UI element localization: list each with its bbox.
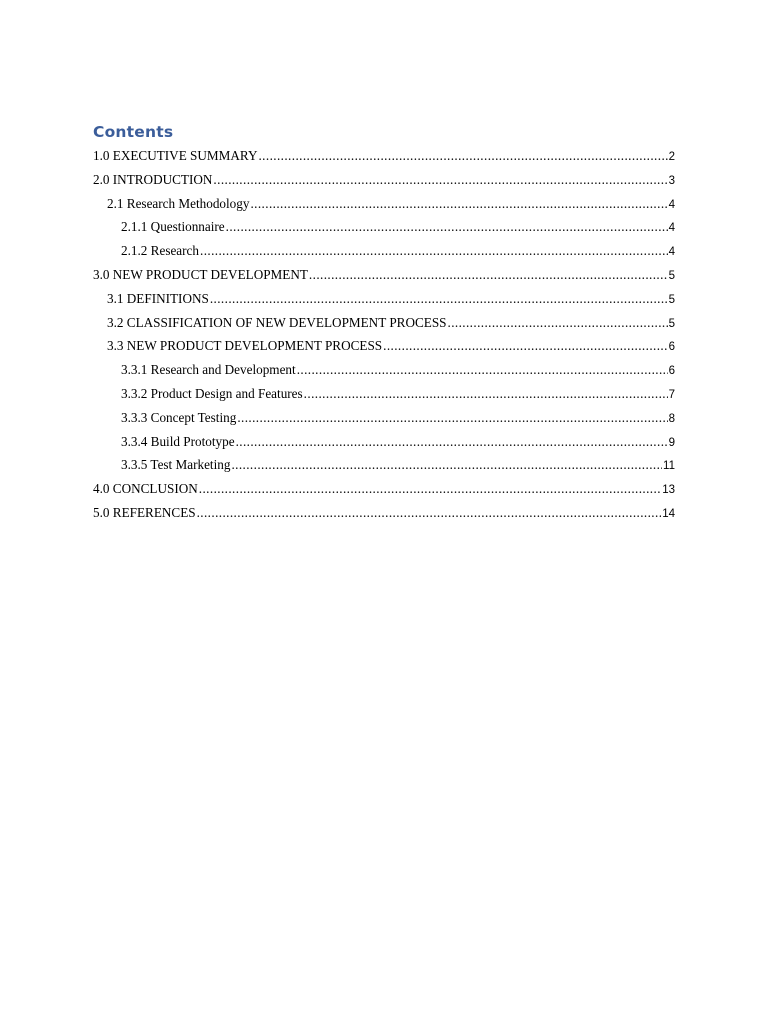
toc-entry-page-number[interactable]: 11 bbox=[663, 460, 675, 473]
toc-entry[interactable] bbox=[93, 263, 675, 287]
table-of-contents bbox=[93, 120, 675, 525]
toc-entry-title[interactable]: 3.3 NEW PRODUCT DEVELOPMENT PROCESS bbox=[107, 338, 383, 354]
toc-heading: Contents bbox=[93, 123, 174, 141]
toc-entry-title[interactable]: 1.0 EXECUTIVE SUMMARY bbox=[93, 148, 258, 163]
toc-entry-page-number[interactable]: 8 bbox=[668, 412, 675, 425]
toc-entry-title[interactable]: 2.1.2 Research bbox=[121, 243, 199, 259]
toc-dot-leader bbox=[210, 287, 668, 311]
toc-dot-leader bbox=[297, 358, 668, 382]
toc-entry-page-number[interactable]: 2 bbox=[668, 151, 675, 163]
toc-entry[interactable] bbox=[93, 358, 675, 382]
toc-dot-leader bbox=[236, 430, 668, 454]
toc-dot-leader bbox=[309, 263, 668, 287]
toc-entry-title[interactable]: 3.3.5 Test Marketing bbox=[121, 457, 231, 473]
toc-entry-page-number[interactable]: 6 bbox=[668, 341, 675, 354]
toc-dot-leader bbox=[304, 382, 668, 406]
toc-dot-leader bbox=[237, 406, 667, 430]
toc-entry-title[interactable]: 3.3.3 Concept Testing bbox=[121, 409, 237, 425]
toc-entry[interactable] bbox=[93, 430, 675, 454]
toc-entry[interactable] bbox=[93, 168, 675, 192]
toc-entry-page-number[interactable]: 5 bbox=[668, 269, 675, 282]
toc-entry[interactable] bbox=[93, 334, 675, 358]
toc-entry[interactable] bbox=[93, 311, 675, 335]
toc-entry-title[interactable]: 3.3.4 Build Prototype bbox=[121, 433, 235, 449]
toc-dot-leader bbox=[258, 144, 667, 168]
toc-entry[interactable] bbox=[93, 239, 675, 263]
toc-entry-title[interactable]: 3.3.2 Product Design and Features bbox=[121, 385, 303, 401]
toc-entry-title[interactable]: 5.0 REFERENCES bbox=[93, 504, 196, 520]
toc-entry[interactable] bbox=[93, 144, 675, 168]
toc-entry-page-number[interactable]: 4 bbox=[668, 198, 675, 211]
toc-entry-page-number[interactable]: 4 bbox=[668, 246, 675, 259]
toc-entry-title[interactable]: 3.3.1 Research and Development bbox=[121, 362, 296, 378]
toc-entry[interactable] bbox=[93, 406, 675, 430]
toc-dot-leader bbox=[250, 192, 667, 216]
toc-dot-leader bbox=[213, 168, 667, 192]
toc-entry-title[interactable]: 3.0 NEW PRODUCT DEVELOPMENT bbox=[93, 266, 308, 282]
toc-entry-page-number[interactable]: 3 bbox=[668, 174, 675, 187]
toc-entry-page-number[interactable]: 7 bbox=[668, 388, 675, 401]
toc-list bbox=[93, 144, 675, 525]
toc-dot-leader bbox=[200, 239, 668, 263]
toc-entry-title[interactable]: 4.0 CONCLUSION bbox=[93, 481, 198, 497]
toc-entry-page-number[interactable]: 4 bbox=[668, 222, 675, 235]
toc-dot-leader bbox=[199, 477, 661, 501]
toc-entry-title[interactable]: 3.2 CLASSIFICATION OF NEW DEVELOPMENT PROCESS bbox=[107, 314, 447, 330]
toc-entry[interactable] bbox=[93, 453, 675, 477]
toc-entry[interactable] bbox=[93, 501, 675, 525]
toc-entry-page-number[interactable]: 13 bbox=[662, 484, 675, 497]
toc-entry-title[interactable]: 3.1 DEFINITIONS bbox=[107, 290, 209, 306]
toc-dot-leader bbox=[226, 215, 668, 239]
toc-dot-leader bbox=[383, 334, 667, 358]
toc-entry[interactable] bbox=[93, 477, 675, 501]
toc-dot-leader bbox=[231, 453, 662, 477]
toc-entry-page-number[interactable]: 14 bbox=[662, 507, 675, 520]
toc-dot-leader bbox=[197, 501, 662, 525]
toc-entry-title[interactable]: 2.0 INTRODUCTION bbox=[93, 171, 213, 187]
toc-entry-page-number[interactable]: 5 bbox=[668, 293, 675, 306]
toc-entry-page-number[interactable]: 9 bbox=[668, 436, 675, 449]
toc-entry[interactable] bbox=[93, 382, 675, 406]
toc-entry[interactable] bbox=[93, 215, 675, 239]
toc-entry-page-number[interactable]: 5 bbox=[668, 317, 675, 330]
toc-dot-leader bbox=[448, 311, 668, 335]
toc-entry-title[interactable]: 2.1 Research Methodology bbox=[107, 195, 250, 211]
toc-entry-title[interactable]: 2.1.1 Questionnaire bbox=[121, 219, 225, 235]
toc-entry[interactable] bbox=[93, 287, 675, 311]
toc-entry[interactable] bbox=[93, 192, 675, 216]
toc-entry-page-number[interactable]: 6 bbox=[668, 365, 675, 378]
